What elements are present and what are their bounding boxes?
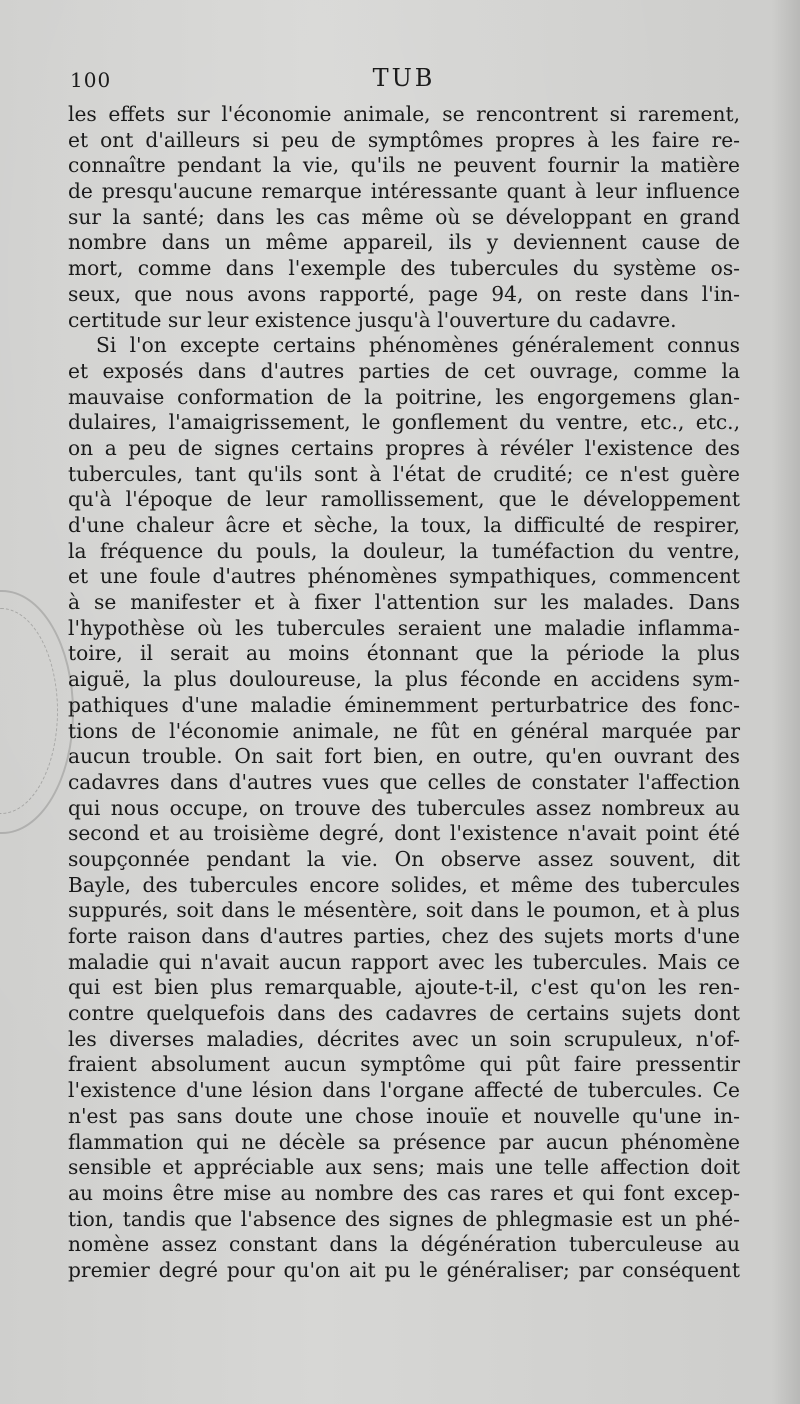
text-line: Bayle, des tubercules encore solides, et même des tubercules [68, 872, 740, 897]
text-line: les diverses maladies, décrites avec un soin scrupuleux, n'of- [68, 1026, 740, 1051]
text-line: aucun trouble. On sait fort bien, en outre, qu'en ouvrant des [68, 744, 740, 769]
text-line: pathiques d'une maladie éminemment perturbatrice des fonc- [68, 692, 740, 717]
page-header [70, 64, 738, 98]
text-line: seux, que nous avons rapporté, page 94, on reste dans l'in- [68, 281, 740, 306]
text-line: n'est pas sans doute une chose inouïe et nouvelle qu'une in- [68, 1103, 740, 1128]
text-line: dulaires, l'amaigrissement, le gonflement du ventre, etc., etc., [68, 410, 740, 435]
text-line: les effets sur l'économie animale, se rencontrent si rarement, [68, 102, 740, 126]
text-line: fraient absolument aucun symptôme qui pût faire pressentir [68, 1052, 740, 1077]
text-line: tubercules, tant qu'ils sont à l'état de crudité; ce n'est guère [68, 461, 740, 486]
text-line: et exposés dans d'autres parties de cet ouvrage, comme la [68, 358, 740, 383]
body-text [68, 102, 740, 1284]
text-line: nombre dans un même appareil, ils y deviennent cause de [68, 230, 740, 255]
text-line: et ont d'ailleurs si peu de symptômes propres à les faire re- [68, 127, 740, 152]
text-line: tions de l'économie animale, ne fût en général marquée par [68, 718, 740, 743]
page-edge-shadow [772, 0, 800, 1404]
page-number: 100 [70, 68, 112, 92]
text-line: maladie qui n'avait aucun rapport avec les tubercules. Mais ce [68, 949, 740, 974]
running-head: TUB [372, 64, 436, 92]
text-line: connaître pendant la vie, qu'ils ne peuvent fournir la matière [68, 153, 740, 178]
text-line: soupçonnée pendant la vie. On observe assez souvent, dit [68, 846, 740, 871]
text-line: forte raison dans d'autres parties, chez des sujets morts d'une [68, 924, 740, 948]
text-line: on a peu de signes certains propres à révéler l'existence des [68, 435, 740, 460]
text-line: qu'à l'époque de leur ramollissement, que le développement [68, 487, 740, 512]
text-line: aiguë, la plus douloureuse, la plus féconde en accidens sym- [68, 667, 740, 692]
library-stamp [0, 590, 74, 834]
text-line: nomène assez constant dans la dégénération tuberculeuse au [68, 1232, 740, 1257]
text-line: d'une chaleur âcre et sèche, la toux, la difficulté de respirer, [68, 513, 740, 537]
text-line: de presqu'aucune remarque intéressante quant à leur influence [68, 179, 740, 204]
text-line: suppurés, soit dans le mésentère, soit dans le poumon, et à plus [68, 898, 740, 923]
text-line: qui est bien plus remarquable, ajoute-t-il, c'est qu'on les ren- [68, 975, 740, 1000]
text-line: certitude sur leur existence jusqu'à l'ouverture du cadavre. [68, 307, 677, 332]
text-line: et une foule d'autres phénomènes sympathiques, commencent [68, 564, 740, 589]
text-line: tion, tandis que l'absence des signes de phlegmasie est un phé- [68, 1206, 740, 1231]
text-line: sur la santé; dans les cas même où se développant en grand [68, 204, 740, 229]
text-line: la fréquence du pouls, la douleur, la tuméfaction du ventre, [68, 538, 740, 563]
library-stamp-inner-ring [0, 608, 58, 814]
text-line: mort, comme dans l'exemple des tubercules du système os- [68, 256, 740, 281]
text-line: qui nous occupe, on trouve des tubercules assez nombreux au [68, 795, 740, 820]
text-line: sensible et appréciable aux sens; mais une telle affection doit [68, 1155, 740, 1180]
text-line: second et au troisième degré, dont l'existence n'avait point été [68, 821, 740, 846]
text-line: cadavres dans d'autres vues que celles de constater l'affection [68, 769, 740, 794]
paragraph-first-line: Si l'on excepte certains phénomènes généralement connus [96, 333, 740, 358]
text-line: contre quelquefois dans des cadavres de certains sujets dont [68, 1001, 740, 1026]
text-line: flammation qui ne décèle sa présence par aucun phénomène [68, 1129, 740, 1154]
text-line: premier degré pour qu'on ait pu le généraliser; par conséquent [68, 1257, 740, 1282]
text-line: au moins être mise au nombre des cas rares et qui font excep- [68, 1180, 740, 1205]
text-line: l'hypothèse où les tubercules seraient une maladie inflamma- [68, 615, 740, 640]
text-line: l'existence d'une lésion dans l'organe affecté de tubercules. Ce [68, 1078, 740, 1103]
text-line: à se manifester et à fixer l'attention sur les malades. Dans [68, 590, 740, 615]
text-line: mauvaise conformation de la poitrine, les engorgemens glan- [68, 384, 740, 409]
text-line: toire, il serait au moins étonnant que la période la plus [68, 641, 740, 666]
